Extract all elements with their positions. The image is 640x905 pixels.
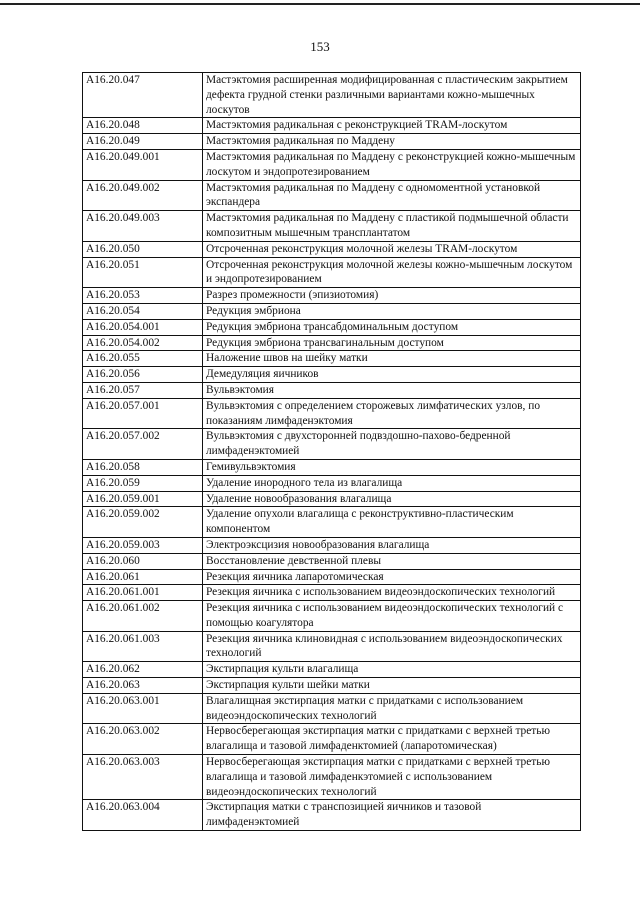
procedure-name-cell: Редукция эмбриона <box>203 303 581 319</box>
procedure-code-cell: A16.20.049.001 <box>83 149 203 180</box>
table-row <box>83 755 581 800</box>
procedure-code-cell: A16.20.055 <box>83 351 203 367</box>
procedure-code-cell: A16.20.053 <box>83 288 203 304</box>
procedure-name-cell: Вульвэктомия с двухсторонней подвздошно-пахово-бедренной лимфаденэктомией <box>203 429 581 460</box>
table-row <box>83 257 581 288</box>
table-row <box>83 73 581 118</box>
table-row <box>83 134 581 150</box>
procedure-name-cell: Удаление опухоли влагалища с реконструктивно-пластическим компонентом <box>203 507 581 538</box>
procedure-name-cell: Резекция яичника с использованием видеоэндоскопических технологий с помощью коагулятора <box>203 601 581 632</box>
procedure-name-cell: Редукция эмбриона трансвагинальным доступом <box>203 335 581 351</box>
table-row <box>83 429 581 460</box>
procedure-code-cell: A16.20.059.001 <box>83 491 203 507</box>
table-row <box>83 351 581 367</box>
table-row <box>83 319 581 335</box>
table-row <box>83 149 581 180</box>
table-row <box>83 180 581 211</box>
procedure-code-cell: A16.20.063.003 <box>83 755 203 800</box>
table-row <box>83 585 581 601</box>
table-row <box>83 724 581 755</box>
procedure-name-cell: Резекция яичника лапаротомическая <box>203 569 581 585</box>
table-row <box>83 800 581 831</box>
procedure-name-cell: Мастэктомия радикальная по Маддену <box>203 134 581 150</box>
procedure-code-cell: A16.20.061.001 <box>83 585 203 601</box>
procedure-code-cell: A16.20.063 <box>83 678 203 694</box>
procedure-codes-table <box>82 72 581 831</box>
procedure-name-cell: Экстирпация матки с транспозицией яичников и тазовой лимфаденэктомией <box>203 800 581 831</box>
procedure-name-cell: Наложение швов на шейку матки <box>203 351 581 367</box>
procedure-code-cell: A16.20.061.003 <box>83 631 203 662</box>
procedure-name-cell: Отсроченная реконструкция молочной железы TRAM-лоскутом <box>203 241 581 257</box>
procedure-name-cell: Удаление инородного тела из влагалища <box>203 475 581 491</box>
procedure-name-cell: Электроэксцизия новообразования влагалища <box>203 537 581 553</box>
procedure-name-cell: Экстирпация культи влагалища <box>203 662 581 678</box>
procedure-name-cell: Гемивульвэктомия <box>203 459 581 475</box>
procedure-code-cell: A16.20.057.002 <box>83 429 203 460</box>
table-row <box>83 553 581 569</box>
procedure-code-cell: A16.20.054.002 <box>83 335 203 351</box>
table-row <box>83 631 581 662</box>
table-row <box>83 537 581 553</box>
page-number: 153 <box>310 39 330 54</box>
procedure-code-cell: A16.20.054.001 <box>83 319 203 335</box>
procedure-name-cell: Мастэктомия радикальная по Маддену с пластикой подмышечной области композитным мышечным трансплантатом <box>203 211 581 242</box>
procedure-code-cell: A16.20.059 <box>83 475 203 491</box>
table-row <box>83 507 581 538</box>
procedure-code-cell: A16.20.050 <box>83 241 203 257</box>
procedure-name-cell: Резекция яичника клиновидная с использованием видеоэндоскопических технологий <box>203 631 581 662</box>
procedure-name-cell: Удаление новообразования влагалища <box>203 491 581 507</box>
procedure-name-cell: Вульвэктомия с определением сторожевых лимфатических узлов, по показаниям лимфаденэктомия <box>203 398 581 429</box>
procedure-code-cell: A16.20.063.002 <box>83 724 203 755</box>
procedure-code-cell: A16.20.049.003 <box>83 211 203 242</box>
procedure-code-cell: A16.20.059.003 <box>83 537 203 553</box>
procedure-code-cell: A16.20.061 <box>83 569 203 585</box>
table-row <box>83 288 581 304</box>
procedure-code-cell: A16.20.054 <box>83 303 203 319</box>
procedure-code-cell: A16.20.049 <box>83 134 203 150</box>
procedure-code-cell: A16.20.049.002 <box>83 180 203 211</box>
table-row <box>83 459 581 475</box>
table-row <box>83 118 581 134</box>
procedure-code-cell: A16.20.057.001 <box>83 398 203 429</box>
table-row <box>83 693 581 724</box>
procedure-name-cell: Редукция эмбриона трансабдоминальным доступом <box>203 319 581 335</box>
table-row <box>83 335 581 351</box>
table-row <box>83 382 581 398</box>
procedure-code-cell: A16.20.062 <box>83 662 203 678</box>
procedure-name-cell: Резекция яичника с использованием видеоэндоскопических технологий <box>203 585 581 601</box>
table-row <box>83 569 581 585</box>
procedure-name-cell: Восстановление девственной плевы <box>203 553 581 569</box>
table-row <box>83 211 581 242</box>
procedure-name-cell: Экстирпация культи шейки матки <box>203 678 581 694</box>
table-row <box>83 367 581 383</box>
procedure-name-cell: Мастэктомия радикальная по Маддену с реконструкцией кожно-мышечным лоскутом и эндопротезированием <box>203 149 581 180</box>
procedure-code-cell: A16.20.058 <box>83 459 203 475</box>
procedure-code-cell: A16.20.060 <box>83 553 203 569</box>
procedure-name-cell: Мастэктомия радикальная с реконструкцией TRAM-лоскутом <box>203 118 581 134</box>
procedure-codes-body <box>83 73 581 831</box>
table-row <box>83 241 581 257</box>
table-row <box>83 398 581 429</box>
procedure-name-cell: Влагалищная экстирпация матки с придатками с использованием видеоэндоскопических технологий <box>203 693 581 724</box>
procedure-code-cell: A16.20.059.002 <box>83 507 203 538</box>
procedure-name-cell: Разрез промежности (эпизиотомия) <box>203 288 581 304</box>
procedure-name-cell: Мастэктомия радикальная по Маддену с одномоментной установкой экспандера <box>203 180 581 211</box>
procedure-name-cell: Мастэктомия расширенная модифицированная с пластическим закрытием дефекта грудной стенки различными вариантами кожно-мышечных лоскутов <box>203 73 581 118</box>
top-rule <box>0 3 640 5</box>
table-row <box>83 491 581 507</box>
procedure-code-cell: A16.20.047 <box>83 73 203 118</box>
table-row <box>83 601 581 632</box>
procedure-name-cell: Вульвэктомия <box>203 382 581 398</box>
procedure-name-cell: Отсроченная реконструкция молочной железы кожно-мышечным лоскутом и эндопротезированием <box>203 257 581 288</box>
procedure-code-cell: A16.20.061.002 <box>83 601 203 632</box>
table-row <box>83 662 581 678</box>
table-row <box>83 303 581 319</box>
procedure-code-cell: A16.20.051 <box>83 257 203 288</box>
procedure-code-cell: A16.20.056 <box>83 367 203 383</box>
procedure-name-cell: Нервосберегающая экстирпация матки с придатками с верхней третью влагалища и тазовой лимфаденкэтомией с использованием видеоэндоскопических технологий <box>203 755 581 800</box>
procedure-name-cell: Демедуляция яичников <box>203 367 581 383</box>
procedure-name-cell: Нервосберегающая экстирпация матки с придатками с верхней третью влагалища и тазовой лимфаденктомией (лапаротомическая) <box>203 724 581 755</box>
table-row <box>83 475 581 491</box>
procedure-code-cell: A16.20.057 <box>83 382 203 398</box>
procedure-code-cell: A16.20.063.001 <box>83 693 203 724</box>
procedure-code-cell: A16.20.048 <box>83 118 203 134</box>
procedure-code-cell: A16.20.063.004 <box>83 800 203 831</box>
table-row <box>83 678 581 694</box>
